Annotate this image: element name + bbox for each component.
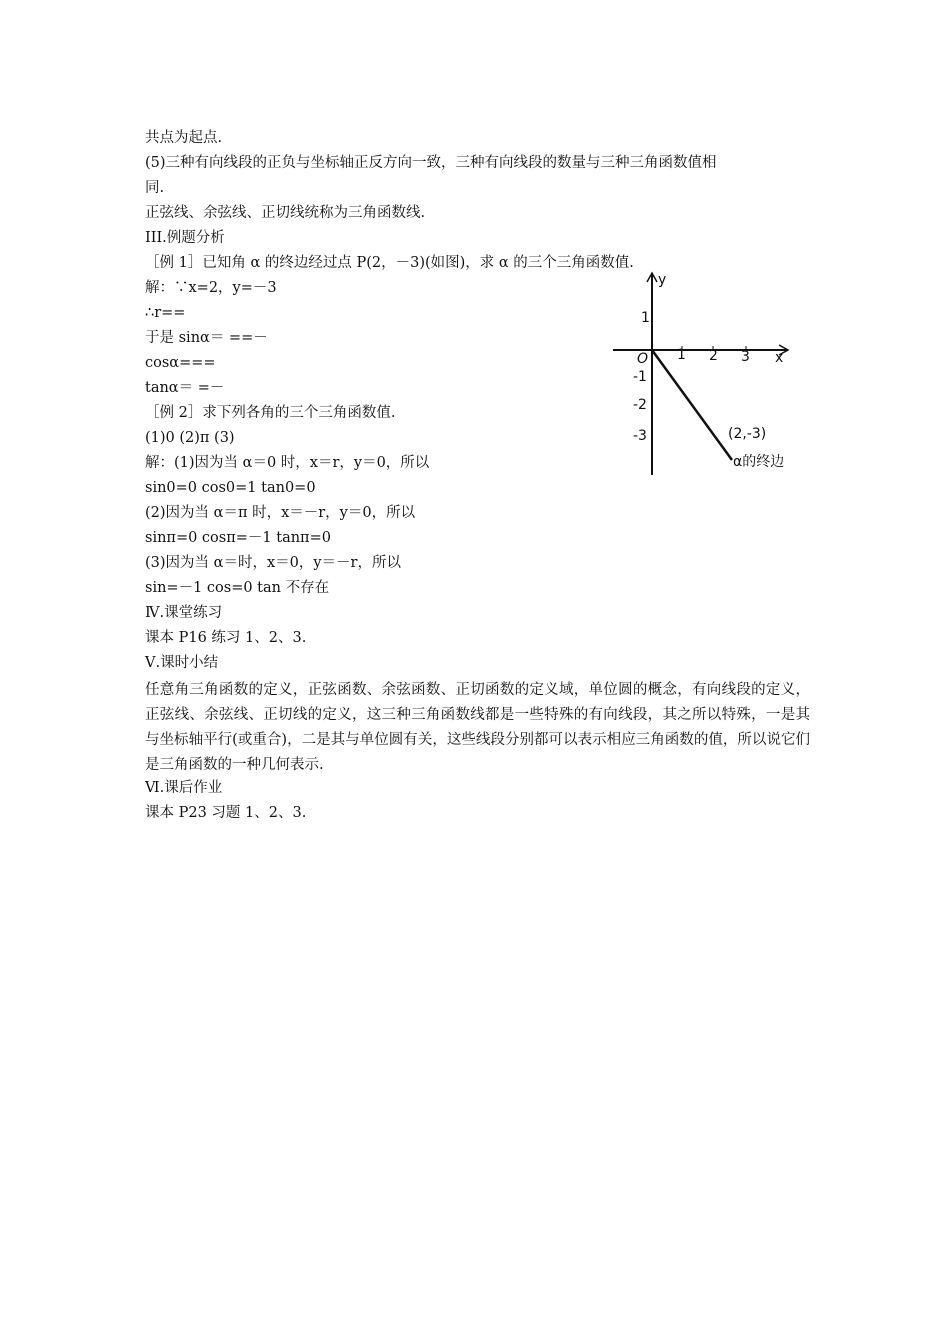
text-line: sin0=0 cos0=1 tan0=0 <box>145 480 316 496</box>
text-line: 课本 P23 习题 1、2、3. <box>145 805 307 821</box>
text-line: (5)三种有向线段的正负与坐标轴正反方向一致，三种有向线段的数量与三种三角函数值相 <box>145 155 717 171</box>
section-heading: Ⅳ.课堂练习 <box>145 605 223 621</box>
y-tick-label: -2 <box>633 397 647 413</box>
y-tick-label: 1 <box>641 310 650 326</box>
text-line: sinπ=0 cosπ=－1 tanπ=0 <box>145 530 331 546</box>
x-tick-label: 1 <box>677 347 686 363</box>
section-heading: Ⅵ.课后作业 <box>145 780 223 796</box>
terminal-side-ray <box>652 350 732 460</box>
text-line: (3)因为当 α＝时，x＝0，y＝－r，所以 <box>145 555 401 571</box>
text-line: cosα=== <box>145 355 216 371</box>
text-line: 正弦线、余弦线、正切线统称为三角函数线. <box>145 205 426 221</box>
y-tick-label: -1 <box>633 369 647 385</box>
text-line: tanα＝ =－ <box>145 380 225 396</box>
coordinate-figure <box>605 268 805 478</box>
section-heading: III.例题分析 <box>145 230 225 246</box>
text-line: 于是 sinα＝ ==－ <box>145 330 268 346</box>
example-2-title: ［例 2］求下列各角的三个三角函数值. <box>145 405 396 421</box>
text-line: (1)0 (2)π (3) <box>145 430 235 446</box>
x-tick-label: 2 <box>709 348 718 364</box>
point-label: (2,-3) <box>728 426 767 442</box>
text-line: 课本 P16 练习 1、2、3. <box>145 630 307 646</box>
summary-paragraph: 任意角三角函数的定义，正弦函数、余弦函数、正切函数的定义域，单位圆的概念，有向线段的定义，正弦线、余弦线、正切线的定义，这三种三角函数线都是一些特殊的有向线段，其之所以特殊，一是其与坐标轴平行(或重合)，二是其与单位圆有关，这些线段分别都可以表示相应三角函数的值，所以说它们是三角函数的一种几何表示. <box>145 682 810 773</box>
x-axis-label: x <box>775 350 784 366</box>
text-line: sin=－1 cos=0 tan 不存在 <box>145 580 330 596</box>
section-heading: Ⅴ.课时小结 <box>145 655 219 671</box>
text-line: (2)因为当 α＝π 时，x＝－r，y＝0，所以 <box>145 505 416 521</box>
ray-label: α的终边 <box>733 454 785 470</box>
origin-label: O <box>637 351 649 367</box>
x-tick-label: 3 <box>741 349 750 365</box>
y-axis-label: y <box>658 272 667 288</box>
example-1-title: ［例 1］已知角 α 的终边经过点 P(2，－3)(如图)，求 α 的三个三角函数值. <box>145 255 634 271</box>
text-line: 共点为起点. <box>145 130 223 146</box>
text-line: 解：∵x=2，y=－3 <box>145 280 277 296</box>
text-line: 同. <box>145 180 165 196</box>
text-line: ∴r== <box>145 305 186 321</box>
y-tick-label: -3 <box>633 428 647 444</box>
text-line: 解：(1)因为当 α＝0 时，x＝r，y＝0，所以 <box>145 455 430 471</box>
